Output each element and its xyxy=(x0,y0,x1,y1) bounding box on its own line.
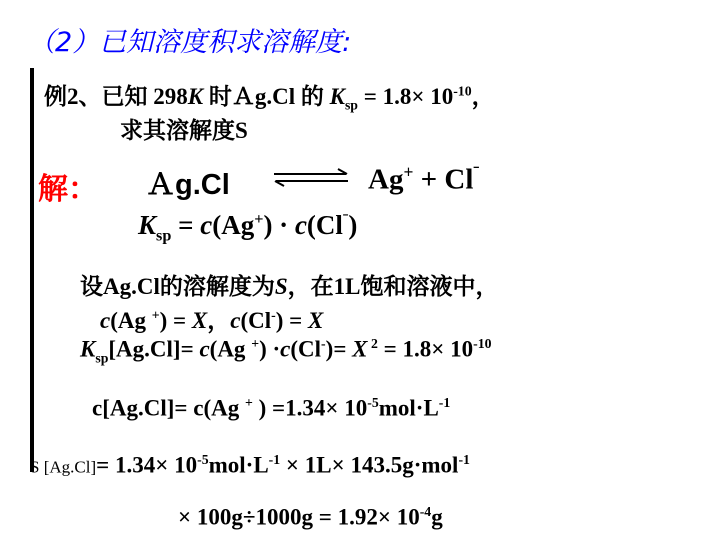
example-question: 求其溶解度S xyxy=(120,118,248,143)
concentration-line: c(Ag +) = X，c(Cl-) = X xyxy=(100,307,324,333)
concentration-result: c[Ag.Cl]= c(Ag + ) $=1.34\times 10^{-5}mol\cdot L^{-1}$ xyxy=(92,395,451,421)
ksp-expression: $K_{sp} = c(Ag^+) \cdot c(Cl^ˉ)$ xyxy=(138,210,358,245)
ksp-equation-line: $K_{sp}[Ag.Cl]= c(Ag$ +) ·c(Cl-)= X $^2 = 1.8\times 10^{-10}$ xyxy=(80,336,492,366)
example-statement: 例2、已知 298K 时Ａg.Cl 的 $K_{sp} = 1.8\times 10^{-10}$， xyxy=(44,83,495,113)
reaction-products: $Ag^+ + Cl^ˉ$ xyxy=(368,162,480,196)
left-border xyxy=(30,68,34,472)
solution-label: 解： xyxy=(38,172,98,207)
equilibrium-arrow-icon xyxy=(272,168,350,188)
solubility-calculation: S $[Ag.Cl]= 1.34\times 10^{-5}mol\cdot L^{-1} \times 1L\times 143.5g\cdot mol^{-1}$ xyxy=(30,452,470,478)
solubility-result: × $100g\div 1000g = 1.92\times 10^{-4}g$ xyxy=(178,504,443,530)
section-title: （2）已知溶度积求溶解度: xyxy=(28,27,352,58)
assumption-line: 设Ag.Cl的溶解度为S，在1L饱和溶液中， xyxy=(80,274,499,299)
reaction-reactant: Ａg.Cl xyxy=(146,169,230,201)
